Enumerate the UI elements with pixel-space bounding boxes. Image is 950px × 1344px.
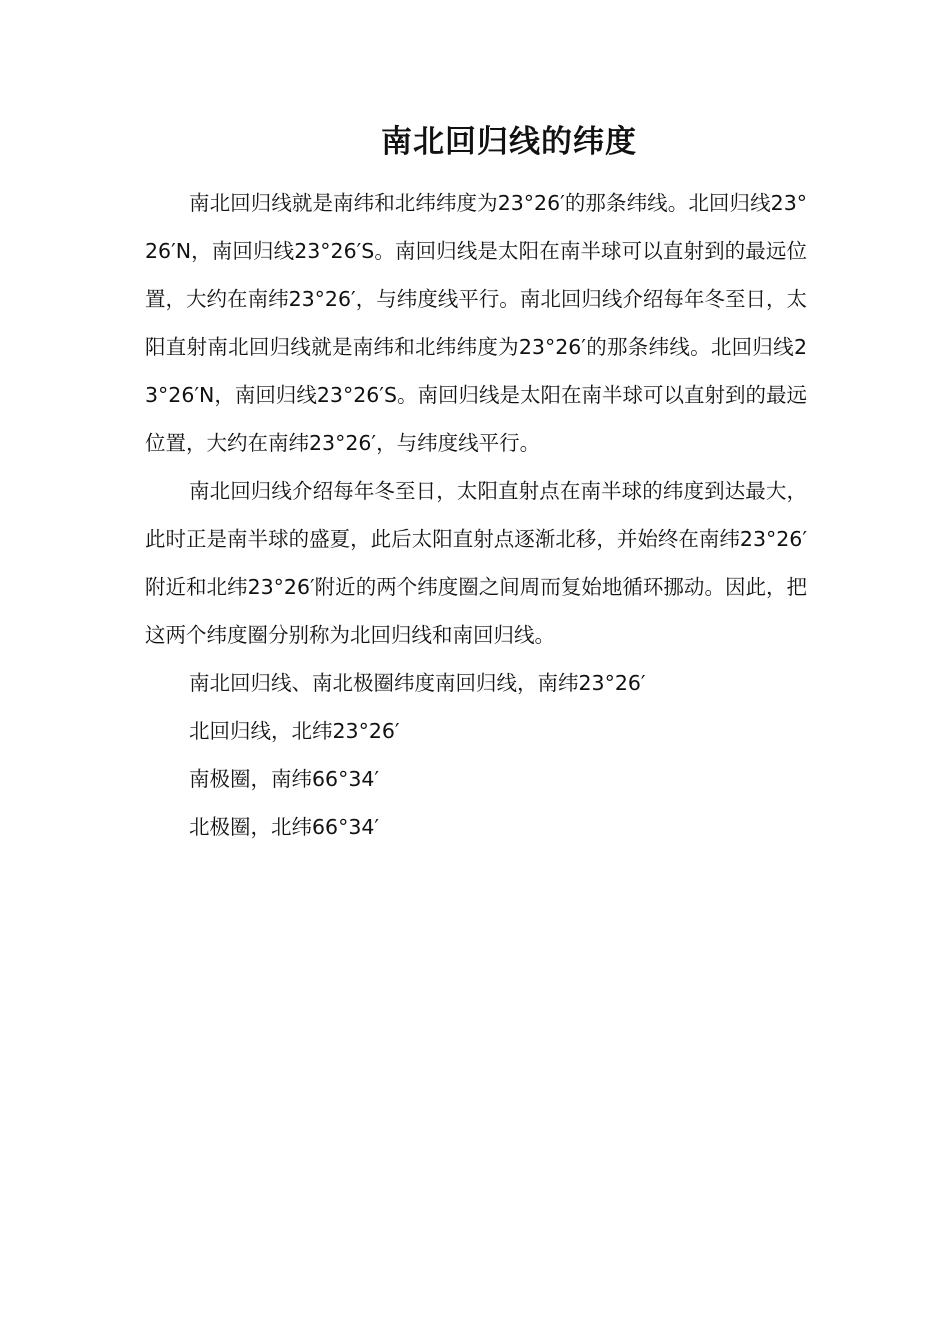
latitude-line-4: 北极圈，北纬66°34′: [189, 815, 380, 839]
latitude-line-2: 北回归线，北纬23°26′: [189, 719, 400, 743]
document-title: 南北回归线的纬度: [381, 124, 637, 160]
document-body: [145, 179, 807, 851]
paragraph-1: 南北回归线就是南纬和北纬纬度为23°26′的那条纬线。北回归线23°26′N，南回归线23°26′S。南回归线是太阳在南半球可以直射到的最远位置，大约在南纬23°26′，与纬度线平行。南北回归线介绍每年冬至日，太阳直射南北回归线就是南纬和北纬纬度为23°26′的那条纬线。北回归线23°26′N，南回归线23°26′S。南回归线是太阳在南半球可以直射到的最远位置，大约在南纬23°26′，与纬度线平行。: [145, 191, 807, 455]
latitude-line-1: 南北回归线、南北极圈纬度南回归线，南纬23°26′: [189, 671, 646, 695]
latitude-line-3: 南极圈，南纬66°34′: [189, 767, 380, 791]
paragraph-2: 南北回归线介绍每年冬至日，太阳直射点在南半球的纬度到达最大，此时正是南半球的盛夏，此后太阳直射点逐渐北移，并始终在南纬23°26′附近和北纬23°26′附近的两个纬度圈之间周而复始地循环挪动。因此，把这两个纬度圈分别称为北回归线和南回归线。: [145, 479, 807, 647]
